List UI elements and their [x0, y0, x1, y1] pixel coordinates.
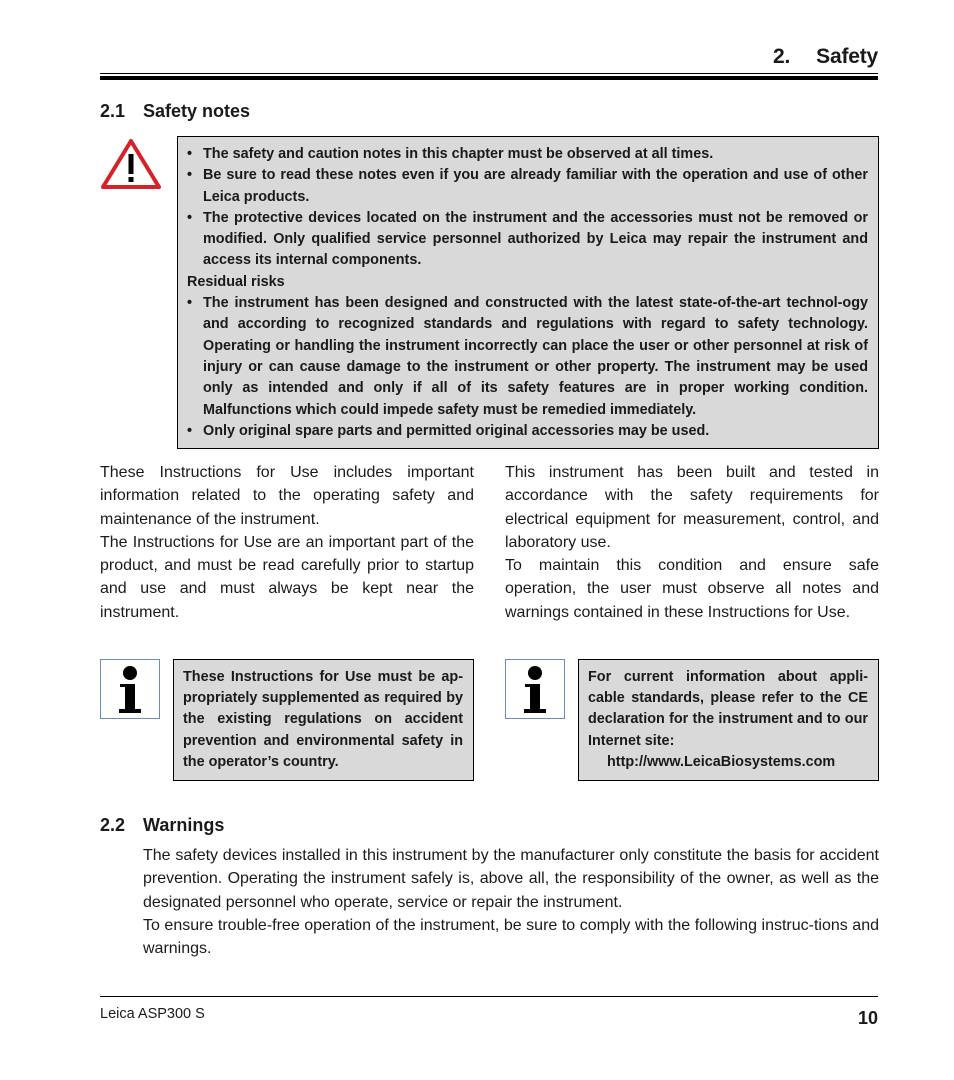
- body-column-left: [100, 461, 474, 624]
- body-paragraph: The Instructions for Use are an important part of the product, and must be read carefully prior to startup and use and must always be kept near the instrument.: [100, 533, 474, 621]
- chapter-number: 2.: [773, 45, 791, 68]
- section-heading-safety-notes: [100, 101, 250, 122]
- body-paragraph: To maintain this condition and ensure safe operation, the user must observe all notes and warnings contained in these Instructions for Use.: [505, 557, 879, 621]
- note-text: These Instructions for Use must be ap-propriately supplemented as required by the existing regulations on accident prevention and environmental safety in the operator’s country.: [183, 669, 463, 770]
- note-box-standards: [578, 659, 879, 781]
- website-url: http://www.LeicaBiosystems.com: [607, 753, 836, 770]
- residual-risks-heading: Residual risks: [187, 273, 285, 290]
- chapter-heading: [773, 45, 878, 69]
- info-icon: [505, 659, 565, 719]
- chapter-title: Safety: [816, 45, 878, 68]
- residual-risks-list: [187, 293, 868, 442]
- header-rule-thick: [100, 76, 878, 80]
- list-item: • The instrument has been designed and constructed with the latest state-of-the-art technol-ogy and according to recognized standards and regulations with regard to safety technology. Operating or handling the instrument incorrectly can place the user or other personnel at risk of injury or can cause damage to the instrument or other property. The instrument may be used only as intended and only if all of its safety features are in proper working condition. Malfunctions which could impede safety must be remedied immediately.: [187, 293, 868, 421]
- footer-product-name: Leica ASP300 S: [100, 1006, 205, 1022]
- body-paragraph: To ensure trouble-free operation of the instrument, be sure to comply with the following instruc-tions and warnings.: [143, 916, 879, 958]
- note-box-regulations: [173, 659, 474, 781]
- body-paragraph: This instrument has been built and tested in accordance with the safety requirements for electrical equipment for measurement, control, and laboratory use.: [505, 464, 879, 551]
- body-paragraph: The safety devices installed in this instrument by the manufacturer only constitute the basis for accident prevention. Operating the instrument safely is, above all, the responsibility of the owner, as well as the designated personnel who operate, service or repair the instrument.: [143, 847, 879, 911]
- safety-notes-box: [177, 136, 879, 449]
- body-paragraph: These Instructions for Use includes important information related to the operating safety and maintenance of the instrument.: [100, 464, 474, 528]
- list-item: • Be sure to read these notes even if you are already familiar with the operation and use of other Leica products.: [187, 165, 868, 208]
- body-column-right: [505, 461, 879, 624]
- section-number: 2.1: [100, 101, 126, 121]
- section-title: Safety notes: [143, 101, 251, 121]
- list-item: • The protective devices located on the instrument and the accessories must not be removed or modified. Only qualified service personnel authorized by Leica may repair the instrument and access its internal components.: [187, 208, 868, 272]
- note-text: For current information about appli-cable standards, please refer to the CE declaration for the instrument and to our Internet site:: [588, 669, 868, 749]
- warning-triangle-icon: [100, 138, 162, 190]
- list-item: • The safety and caution notes in this chapter must be observed at all times.: [187, 144, 868, 165]
- safety-bullet-list: [187, 144, 868, 272]
- info-icon: [100, 659, 160, 719]
- footer-rule: [100, 996, 878, 997]
- list-item: • Only original spare parts and permitted original accessories may be used.: [187, 421, 868, 442]
- warnings-body: [143, 844, 879, 960]
- section-title: Warnings: [143, 815, 225, 835]
- section-heading-warnings: [100, 815, 224, 836]
- section-number: 2.2: [100, 815, 126, 835]
- header-rule-thin: [100, 73, 878, 74]
- page-number: 10: [857, 1008, 878, 1028]
